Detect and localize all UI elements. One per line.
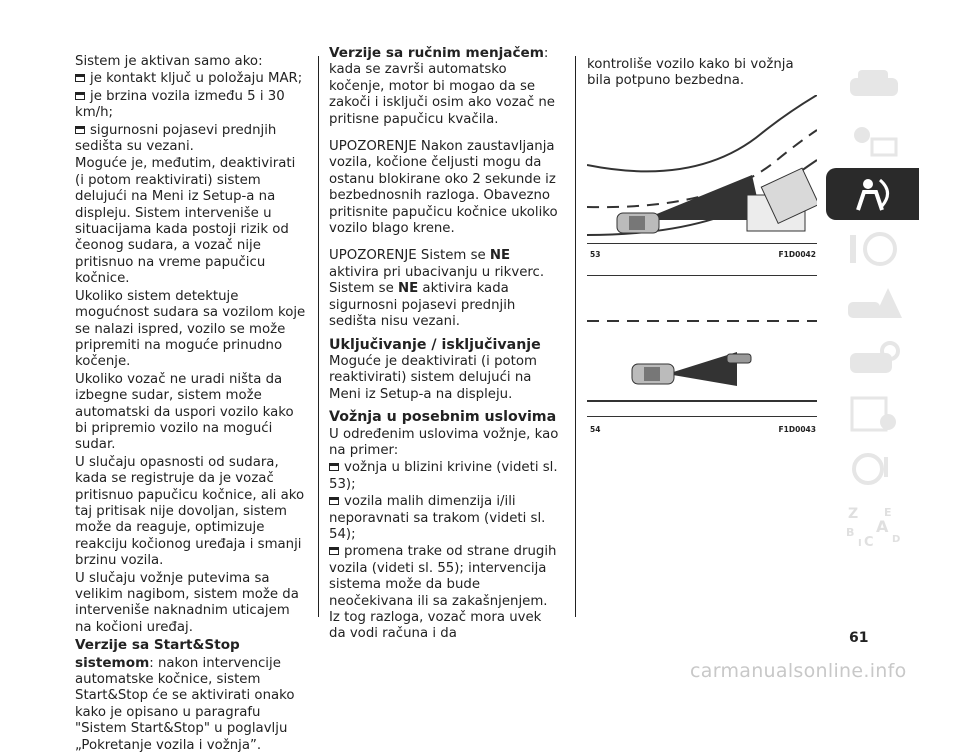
paragraph-text: : kada se završi automatsko kočenje, motor bi mogao da se zakoči i isključi osim ako vozač ne pritisne papučicu kvačila. xyxy=(329,46,555,127)
bullet-icon xyxy=(75,92,85,100)
tab-multimedia[interactable] xyxy=(826,443,919,495)
paragraph xyxy=(75,637,307,754)
list-item xyxy=(329,544,561,642)
list-item-text: je brzina vozila između 5 i 30 km/h; xyxy=(75,88,285,121)
text: UPOZORENJE Sistem se xyxy=(329,248,490,264)
emergency-road-icon xyxy=(844,284,904,324)
index-letter: A xyxy=(876,517,889,536)
technical-data-icon xyxy=(844,394,904,434)
paragraph: Moguće je, međutim, deaktivirati (i potom reaktivirati) sistem delujući na Meni iz Setup-a na displeju. Sistem interveniše u situacijama kada postoji rizik od čeonog sudara, a vozač nije pritisnuo na vreme papučicu kočnice. xyxy=(75,156,296,287)
column-divider xyxy=(575,56,576,617)
page-number: 61 xyxy=(849,630,869,646)
inline-heading: Verzije sa Start&Stop sistemom xyxy=(75,637,240,671)
car-dashboard-icon xyxy=(844,64,904,104)
paragraph: U određenim uslovima vožnje, kao na primer: xyxy=(329,426,559,458)
index-letter: C xyxy=(864,535,874,548)
figure-code: F1D0042 xyxy=(778,250,816,259)
figure-number: 54 xyxy=(590,425,601,434)
figure-54 xyxy=(587,275,817,417)
paragraph: Moguće je deaktivirati (i potom reaktivirati) sistem delujući na Meni iz Setup-a na displeju. xyxy=(329,353,537,402)
list-item xyxy=(329,460,561,493)
bullet-icon xyxy=(329,497,339,505)
maintenance-icon xyxy=(844,339,904,379)
motorcycle-shape xyxy=(727,354,751,363)
airbag-safety-icon xyxy=(844,174,904,214)
list-item xyxy=(75,123,307,156)
paragraph-text: : nakon intervencije automatske kočnice, sistem Start&Stop će se aktivirati onako kako je opisano u paragrafu "Sistem Start&Stop" u poglavlju „Pokretanje vozila i vožnja”. xyxy=(75,655,295,753)
tab-dashboard[interactable] xyxy=(826,58,919,110)
multimedia-icon xyxy=(844,449,904,489)
figure-code: F1D0043 xyxy=(778,425,816,434)
list-item xyxy=(75,89,307,122)
index-letter: Z xyxy=(848,506,859,522)
warning-paragraph xyxy=(329,248,561,330)
index-letter: I xyxy=(858,538,862,548)
straight-road-illustration xyxy=(587,276,817,416)
warning-paragraph: UPOZORENJE Nakon zaustavljanja vozila, kočione čeljusti mogu da ostanu blokirane oko 2 sekunde iz bezbednosnih razloga. Obavezno pritisnite papučicu kočnice ukoliko vozilo blago krene. xyxy=(329,139,558,237)
car-shape xyxy=(632,364,674,384)
list-item-text: sigurnosni pojasevi prednjih sedišta su vezani. xyxy=(75,122,277,155)
steering-key-icon xyxy=(844,229,904,269)
bullet-icon xyxy=(75,74,85,82)
figure-number: 53 xyxy=(590,250,601,259)
text: aktivira kada sigurnosni pojasevi prednjih sedišta nisu vezani. xyxy=(329,281,516,330)
index-icon xyxy=(844,504,904,548)
warning-lights-icon xyxy=(844,119,904,159)
paragraph: Ukoliko vozač ne uradi ništa da izbegne sudar, sistem može automatski da uspori vozilo kako bi pripremio vozilo na mogući sudar. xyxy=(75,371,294,453)
bullet-icon xyxy=(75,126,85,134)
column-divider xyxy=(318,56,319,617)
figure-caption xyxy=(590,425,816,434)
text-column-2 xyxy=(329,45,561,644)
paragraph: U slučaju vožnje putevima sa velikim nagibom, sistem može da interveniše naknadnim uticajem na kočioni uređaj. xyxy=(75,570,299,635)
bullet-icon xyxy=(329,463,339,471)
bullet-icon xyxy=(329,547,339,555)
paragraph: kontroliše vozilo kako bi vožnja bila potpuno bezbedna. xyxy=(587,57,794,89)
figure-53 xyxy=(587,95,817,244)
list-item-text: vožnja u blizini krivine (videti sl. 53); xyxy=(329,460,558,492)
emphasis: NE xyxy=(489,248,511,264)
paragraph xyxy=(329,45,561,128)
figure-caption xyxy=(590,250,816,259)
car-shape xyxy=(617,213,659,233)
index-letter: D xyxy=(892,534,901,545)
list-item xyxy=(329,494,561,543)
tab-emergency[interactable] xyxy=(826,278,919,330)
watermark: carmanualsonline.info xyxy=(690,660,907,682)
paragraph: Ukoliko sistem detektuje mogućnost sudara sa vozilom koje se nalazi ispred, vozilo se može pripremiti na moguće prinudno kočenje. xyxy=(75,288,306,370)
emphasis: NE xyxy=(397,281,419,297)
text: aktivira pri ubacivanju u rikverc. Sistem se xyxy=(329,264,545,297)
list-item-text: vozila malih dimenzija i/ili neporavnati sa trakom (videti sl. 54); xyxy=(329,494,546,542)
tab-warning-lights[interactable] xyxy=(826,113,919,165)
tab-steering[interactable] xyxy=(826,223,919,275)
tab-technical-data[interactable] xyxy=(826,388,919,440)
tab-index[interactable] xyxy=(826,498,919,550)
section-heading: Uključivanje / isključivanje xyxy=(329,336,541,353)
index-letter: E xyxy=(884,506,892,519)
chapter-tabs xyxy=(826,58,919,553)
index-letter: B xyxy=(846,526,855,539)
tab-safety[interactable] xyxy=(826,168,919,220)
text-column-1 xyxy=(75,54,307,755)
inline-heading: Verzije sa ručnim menjačem xyxy=(329,45,544,61)
paragraph: Sistem je aktivan samo ako: xyxy=(75,54,263,69)
paragraph: U slučaju opasnosti od sudara, kada se registruje da je vozač pritisnuo papučicu kočnice, ali ako taj pritisak nije dovoljan, sistem može da reaguje, optimizuje reakciju kočionog uređaja i smanji brzinu vozila. xyxy=(75,454,305,569)
tab-maintenance[interactable] xyxy=(826,333,919,385)
list-item-text: promena trake od strane drugih vozila (videti sl. 55); intervencija sistema može da bude neočekivana ili sa zakašnjenjem. Iz tog razloga, vozač mora uvek da vodi računa i da xyxy=(329,544,557,642)
section-heading: Vožnja u posebnim uslovima xyxy=(329,409,557,426)
curve-road-illustration xyxy=(587,95,817,243)
text-column-3 xyxy=(587,57,819,91)
list-item xyxy=(75,71,307,87)
list-item-text: je kontakt ključ u položaju MAR; xyxy=(90,71,303,87)
